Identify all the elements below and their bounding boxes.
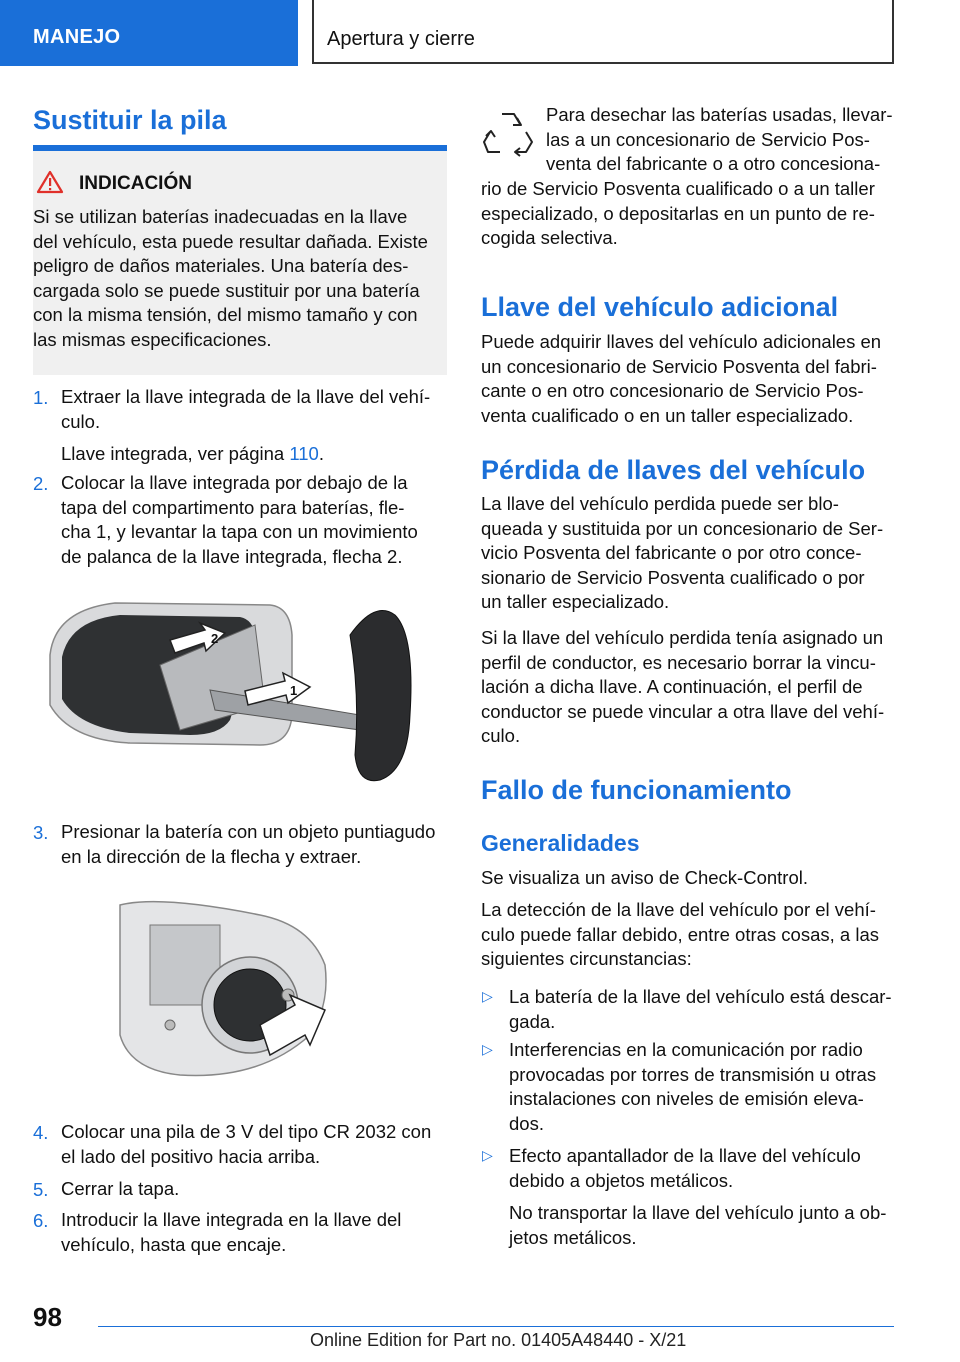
step-2-text: Colocar la llave integrada por debajo de la tapa del compartimento para baterías, fle- cha 1, y levantar la tapa con un movimiento de palanca de la llave integrada, flecha 2. — [61, 472, 418, 567]
step-6-text: Introducir la llave integrada en la llave del vehículo, hasta que encaje. — [61, 1209, 402, 1255]
step-number: 1. — [33, 387, 49, 408]
step-1-text: Extraer la llave integrada de la llave del vehí- culo. Llave integrada, ver página 110. — [61, 386, 431, 464]
step-number: 2. — [33, 473, 49, 494]
step-number: 4. — [33, 1122, 49, 1143]
step-number: 3. — [33, 822, 49, 843]
battery-removal-illustration — [110, 895, 340, 1085]
note-text: Si se utilizan baterías inadecuadas en la llave del vehículo, esta puede resultar dañada. Existe peligro de daños materiales. Una batería des- cargada solo se puede sustituir por una batería con la misma tensión, del mismo tamaño y con las mismas especificaciones. — [33, 206, 428, 350]
heading-additional-key: Llave del vehículo adicional — [481, 292, 839, 322]
lost-keys-text-1: La llave del vehículo perdida puede ser blo- queada y sustituida por un concesionario de Ser- vicio Posventa del fabricante o por otro conce- sionario de Servicio Posventa cualificado o por un taller especializado. — [481, 493, 884, 612]
footer-edition: Online Edition for Part no. 01405A48440 - X/21 — [310, 1330, 687, 1350]
key-open-cover-illustration — [30, 595, 450, 795]
bullet-arrow-icon: ▷ — [482, 1041, 493, 1057]
section-title: Apertura y cierre — [327, 28, 475, 50]
lost-keys-text-2: Si la llave del vehículo perdida tenía asignado un perfil de conductor, es necesario borrar la vincu- lación a dicha llave. A continuación, el perfil de conductor se puede vincular a otra llave del vehí- culo. — [481, 627, 885, 746]
heading-replace-battery: Sustituir la pila — [33, 105, 227, 135]
heading-general: Generalidades — [481, 830, 640, 856]
footer-divider — [98, 1326, 894, 1327]
chapter-title: MANEJO — [33, 26, 121, 48]
page-link[interactable]: 110 — [289, 443, 319, 464]
recycle-text-indented: Para desechar las baterías usadas, llevar- las a un concesionario de Servicio Pos- venta del fabricante o a otro concesiona- — [546, 104, 893, 174]
recycle-text: rio de Servicio Posventa cualificado o a un taller especializado, o depositarlas en un punto de re- cogida selectiva. — [481, 178, 875, 248]
heading-malfunction: Fallo de funcionamiento — [481, 775, 792, 805]
bullet-1-text: La batería de la llave del vehículo está descar- gada. — [509, 986, 892, 1032]
step-number: 5. — [33, 1179, 49, 1200]
step-4-text: Colocar una pila de 3 V del tipo CR 2032 con el lado del positivo hacia arriba. — [61, 1121, 432, 1167]
bullet-2-text: Interferencias en la comunicación por radio provocadas por torres de transmisión u otras instalaciones con niveles de emisión eleva- dos. — [509, 1039, 877, 1134]
note-title: INDICACIÓN — [79, 173, 192, 194]
arrow-label: 1 — [290, 683, 298, 698]
additional-key-text: Puede adquirir llaves del vehículo adicionales en un concesionario de Servicio Posventa del fabri- cante o en otro concesionario de Servicio Pos- venta cualificado o en un taller especializado. — [481, 331, 882, 426]
recycle-icon — [482, 108, 534, 160]
heading-lost-keys: Pérdida de llaves del vehículo — [481, 455, 866, 485]
page-number: 98 — [33, 1302, 62, 1332]
chapter-tab — [0, 0, 298, 66]
step-5-text: Cerrar la tapa. — [61, 1178, 180, 1199]
section-tab — [312, 0, 894, 64]
step-3-text: Presionar la batería con un objeto puntiagudo en la dirección de la flecha y extraer. — [61, 821, 436, 867]
general-text: Se visualiza un aviso de Check-Control. — [481, 867, 808, 888]
bullet-arrow-icon: ▷ — [482, 1147, 493, 1163]
step-number: 6. — [33, 1210, 49, 1231]
warning-icon — [36, 170, 64, 194]
arrow-label: 2 — [211, 631, 219, 646]
general-text-2: La detección de la llave del vehículo por el vehí- culo puede fallar debido, entre otras cosas, a las siguientes circunstancias: — [481, 899, 879, 969]
bullet-3-text: Efecto apantallador de la llave del vehículo debido a objetos metálicos. No transportar la llave del vehículo junto a ob- jetos metálicos. — [509, 1145, 887, 1248]
bullet-arrow-icon: ▷ — [482, 988, 493, 1004]
